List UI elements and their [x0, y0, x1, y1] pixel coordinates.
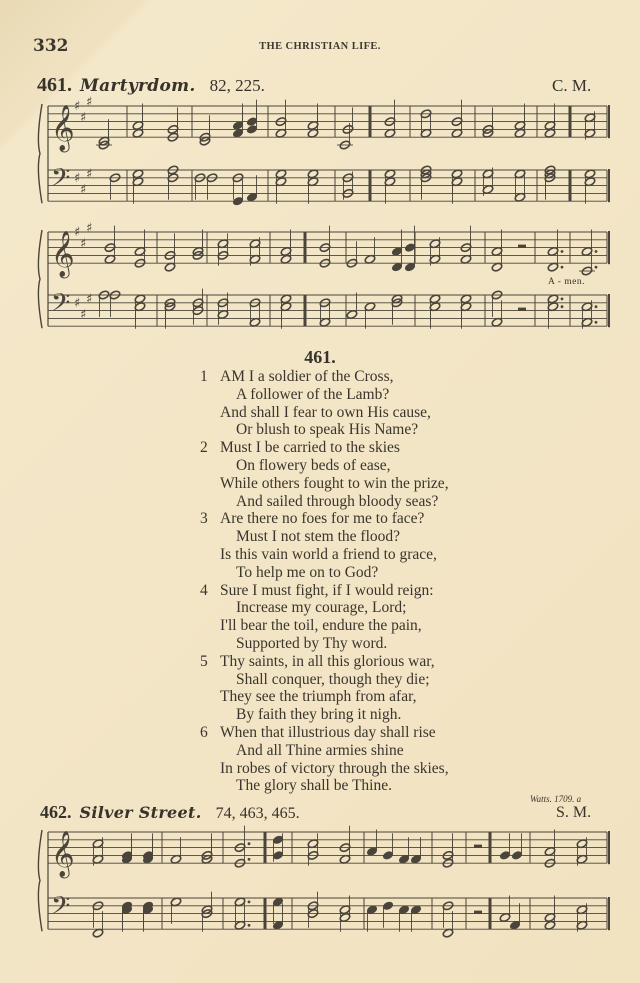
verse-line: Must I be carried to the skies — [220, 439, 400, 457]
verse-line: They see the triumph from afar, — [220, 688, 417, 706]
tune-refs: 82, 225. — [209, 76, 265, 95]
sharp-icon: ♯ — [80, 236, 87, 252]
tune-number: 461. — [37, 74, 72, 96]
verse-number: 5 — [200, 652, 208, 670]
verse-line: On flowery beds of ease, — [236, 456, 391, 474]
verse-number: 2 — [200, 439, 208, 457]
verse-line: When that illustrious day shall rise — [220, 723, 436, 741]
verse-line: Is this vain world a friend to grace, — [220, 545, 437, 563]
sharp-icon: ♯ — [80, 182, 87, 198]
tune-462-meter: S. M. — [556, 804, 592, 821]
verse-number: 4 — [200, 581, 208, 599]
sharp-icon: ♯ — [74, 295, 81, 311]
tune-number: 462. — [40, 802, 72, 822]
hymn-number: 461. — [304, 347, 336, 367]
verse-line: A follower of the Lamb? — [236, 385, 390, 403]
verse-line: In robes of victory through the skies, — [220, 759, 449, 777]
verse-line: Sure I must fight, if I would reign: — [220, 581, 434, 599]
verse-number: 6 — [200, 723, 208, 741]
verse-number: 1 — [200, 368, 208, 385]
dot — [248, 901, 251, 904]
verse-line: And all Thine armies shine — [236, 741, 404, 759]
tune-name: Martyrdom. — [80, 76, 196, 96]
tune-refs: 74, 463, 465. — [215, 805, 300, 822]
treble-clef-icon: 𝄞 — [51, 831, 75, 878]
half-rest-icon — [474, 911, 482, 914]
verse-line: To help me on to God? — [236, 563, 379, 581]
sharp-icon: ♯ — [86, 291, 93, 307]
verse-line: Shall conquer, though they die; — [236, 670, 430, 688]
tune-461-meter: C. M. — [552, 76, 592, 95]
verse-line: Thy saints, in all this glorious war, — [220, 652, 435, 670]
verse-number: 3 — [200, 510, 208, 528]
verse-line: I'll bear the toil, endure the pain, — [220, 617, 422, 635]
verse-line: Must I not stem the flood? — [236, 528, 401, 546]
page-number: 332 — [33, 36, 69, 56]
tune-462-attribution: Watts. 1709. a — [530, 794, 582, 804]
verse-line: And shall I fear to own His cause, — [220, 403, 431, 421]
verse-line: Increase my courage, Lord; — [236, 599, 407, 617]
treble-clef-icon: 𝄞 — [51, 231, 75, 278]
sharp-icon: ♯ — [86, 166, 93, 182]
sharp-icon: ♯ — [74, 170, 81, 186]
sharp-icon: ♯ — [86, 221, 93, 237]
brace-icon — [38, 830, 42, 931]
bass-clef-icon: 𝄢 — [51, 288, 71, 324]
amen-text: A - men. — [548, 277, 585, 287]
verse-line: And sailed through bloody seas? — [236, 492, 439, 510]
dot — [248, 924, 251, 927]
bass-clef-icon: 𝄢 — [51, 891, 71, 927]
verse-line: Supported by Thy word. — [236, 634, 388, 652]
verse-line: While others fought to win the prize, — [220, 474, 449, 492]
tune-name: Silver Street. — [79, 803, 202, 822]
sharp-icon: ♯ — [80, 307, 87, 323]
dot — [248, 842, 251, 845]
sharp-icon: ♯ — [74, 99, 81, 114]
verse-line: Are there no foes for me to face? — [220, 510, 425, 528]
verse-line: The glory shall be Thine. — [236, 777, 392, 795]
verse-line: Or blush to speak His Name? — [236, 421, 419, 439]
treble-clef-icon: 𝄞 — [51, 105, 75, 152]
verse-line: By faith they bring it nigh. — [236, 706, 402, 724]
sharp-icon: ♯ — [86, 95, 93, 111]
sharp-icon: ♯ — [80, 110, 87, 126]
verse-line: AM I a soldier of the Cross, — [220, 368, 394, 385]
running-head: THE CHRISTIAN LIFE. — [259, 41, 381, 52]
bass-clef-icon: 𝄢 — [51, 163, 71, 199]
half-rest-icon — [474, 845, 482, 848]
dot — [248, 858, 251, 861]
sharp-icon: ♯ — [74, 225, 81, 240]
